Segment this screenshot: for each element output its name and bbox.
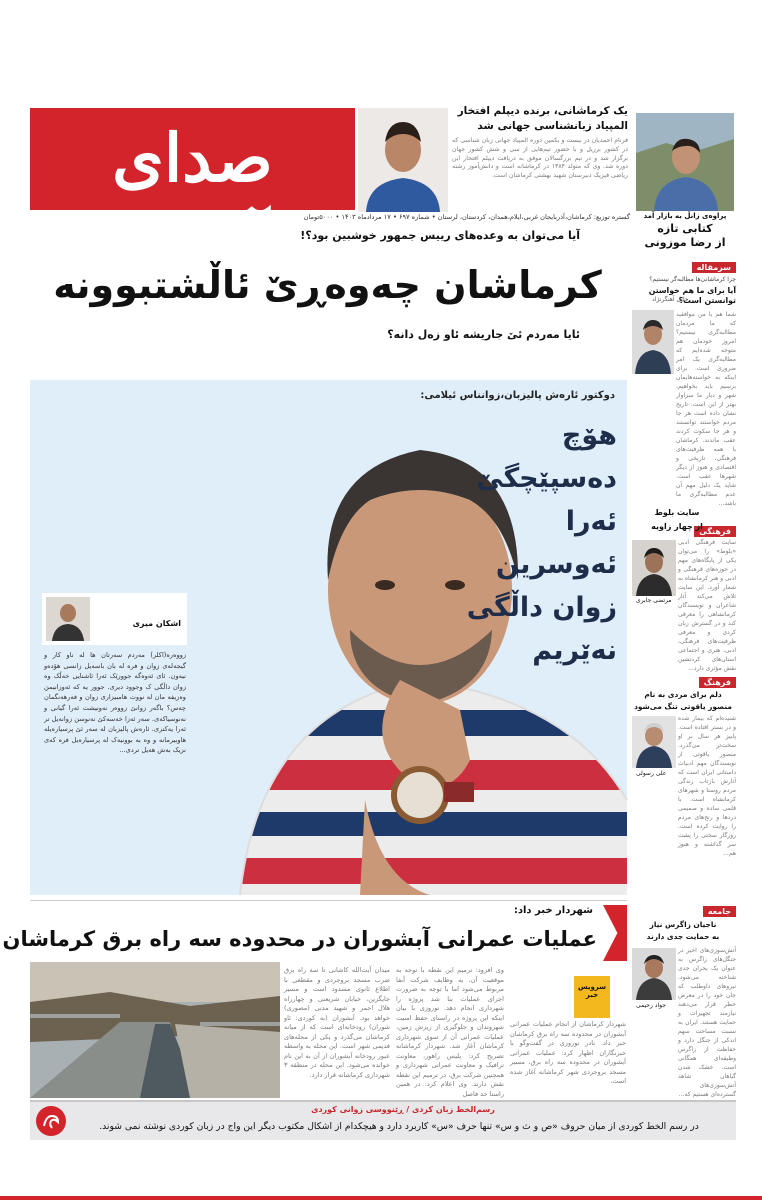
editorial-author: جلیل آهنگرنژاد xyxy=(652,296,689,303)
feature-quote-line-3: زوان داڵگی xyxy=(466,592,617,623)
page-bottom-rule xyxy=(0,1196,762,1200)
editorial-question: چرا کرماشانی‌ها مطالبه‌گر نیستیم؟ xyxy=(649,276,736,283)
headline-sub: ئایا مەردم ئێ جاریشە ئاو زەل دانە؟ xyxy=(387,328,580,341)
top-news xyxy=(452,104,628,207)
tag-editorial: سرمقاله xyxy=(692,262,736,273)
top-news-body: فرنام احمدیان در بیست و یکمین دوره المپیاد جهانی زبان شناسی که در کشور برزیل و با حضور تیم‌هایی از سی و شش کشور جهان برگزار شد و در تیم بزرگسالان موفق به دریافت دیپلم افتخار این دوره شد. وی که متولد ۱۳۸۴ در کرماشانه است و دانش‌آموز رشته ریاضی فیزیک دبیرستان شهید بهشتی کرماشان است. xyxy=(452,137,628,180)
headline-main: کرماشان چەوەڕێ ئاڵشتبوونە xyxy=(53,263,602,307)
top-news-title-2: المپیاد زبانشناسی جهانی شد xyxy=(477,120,628,132)
masthead-logo: صدای آزادی xyxy=(112,119,273,285)
feature-author-box xyxy=(42,593,187,645)
feature-quote xyxy=(457,414,617,672)
feature-quote-line-1: هۆچ دەسپێچگێ xyxy=(476,420,617,494)
bottom-news-col-2: وی افزود: ترمیم این نقطه با توجه به موقعیت آن، به وظایف شرکت آبفا مربوط می‌شود اما با توجه به ضرورت اجرای عملیات بنا شد پروژه را شهرداری انجام دهد. نوروزی با بیان اینکه این پروژه در راستای حفظ امنیت شهروندان و جلوگیری از ریزش زمین، عملیات عمرانی آن از سوی شهرداری کرماشان آغاز شد. شهردار کرماشانه تصریح کرد: پلیس راهور، معاونت ترافیک و معاونت عمرانی شهرداری و همچنین شرکت برق، در ترمیم این نقطه نقش دارند. وی اعلام کرد: در همین راستا حد فاصل xyxy=(396,966,504,1098)
editorial-body: شما هم با من موافقید که ما مردمان مطالبه‌گری نیستیم؟ امروز خودمان هم متوجه شده‌ایم که مطالبه‌گری یک امر ضروری است. برای اینکه به خواسته‌هایمان برسیم باید بخواهیم. شهر و دیار ما سزاوار بهتر از این است. تاریخ نشان داده است هر جا مردم خواستند توانستند و هر جا سکوت کردند عقب ماندند. کرماشان با همه ظرفیت‌های فرهنگی، تاریخی و اقتصادی و هنوز از دیگر شهرها عقب است. شاید یک دلیل مهم آن عدم مطالبه‌گری ما باشد... xyxy=(676,311,736,507)
footer-title: رسم‌الخط زبان کردی / ڕێنووسی زوانی کوردی xyxy=(311,1105,495,1114)
bottom-news-header xyxy=(2,900,627,962)
right-top-caption-3: از رضا موزونی xyxy=(644,236,726,249)
bottom-news-col-1-top xyxy=(510,966,570,1018)
culture2-title-1: دلم برای مردی به نام xyxy=(644,690,722,699)
footer-text: در رسم الخط کوردی از میان حروف «ص و ث و س» تنها حرف «س» کاربرد دارد و هیچکدام از اشکال مکتوب دیگر این واج در زبان کوردی نوشته نمی شوند. xyxy=(99,1121,699,1132)
feature-author-name: اشکان میری xyxy=(132,619,181,628)
bottom-news-col-1: شهردار کرماشان از انجام عملیات عمرانی آبشوران در محدوده سه راه برق کرماشان خبر داد. نادر نوروزی در گفت‌وگو با خبرنگاران اظهار کرد: عملیات عمرانی آبشوران در محدوده سه راه برق، مسیر مسجد بروجردی شهر کرماشانه آغاز شده است. xyxy=(510,1020,626,1085)
tag-society: جامعه xyxy=(703,906,736,917)
bottom-news-badge xyxy=(574,976,610,1018)
bottom-news-arrow xyxy=(603,905,627,961)
bottom-news-title: عملیات عمرانی آبشوران در محدوده سه راه برق کرماشان xyxy=(2,927,597,951)
right-top-caption-1: پراوه‌ی زانڵ به بازار آمد xyxy=(643,212,727,220)
feature-quote-line-4: نەێریم xyxy=(532,635,617,666)
culture-title-2: از چهار زاویه xyxy=(651,522,703,531)
footer-logo xyxy=(36,1106,66,1136)
right-top-photo xyxy=(636,113,734,211)
feature-quote-line-2: ئەرا ئەوسرین xyxy=(495,506,617,580)
culture-author: مرتضی جابری xyxy=(636,597,672,604)
top-news-photo xyxy=(358,108,448,212)
bottom-news-photo xyxy=(30,962,280,1098)
side-column xyxy=(632,258,736,1128)
feature-kicker: دوکتور ئارەش پالیزبان،زوانناس ئیلامی: xyxy=(420,390,615,401)
feature-box xyxy=(30,380,627,895)
culture-title-1: سایت بلوط xyxy=(654,508,700,517)
masthead-info-line: گستره توزیع: کرماشان،آذربایجان غربی،ایلام،همدان، کردستان، لرستان • شماره ۶۹۷ • ۱۷ مردادماه ۱۴۰۳ • ۵۰۰۰تومان xyxy=(303,213,630,221)
feature-author-photo xyxy=(46,597,90,641)
society-title-2: به حمایت جدی دارند xyxy=(646,932,720,941)
society-author: جواد رحیمی xyxy=(636,1002,666,1009)
editorial-title: آیا برای ما هم خواستن توانستن است؟ xyxy=(648,286,736,305)
culture2-title-2: منصور یاقوتی تنگ می‌شود xyxy=(634,702,732,711)
bottom-news-col-3: میدان آیت‌الله کاشانی تا سه راه برق ضرب مسجد بروجردی و مقطعی با اطلاع ثانوی مسدود است و مسیر جایگزین، خیابان شریعتی و چهارراه هلال احمر و شهید مدنی (مصوری) خواهد بود. آبشوران (به کوردی: ئاو شوران) رودخانه‌ای است که از میانه کرماشان می‌گذرد و یکی از محله‌های قدیمی شهر است. این محله به واسطه عبور رودخانه آبشوران از آن به این نام خوانده می‌شود. این محله در منطقه ۳ شهرداری کرماشانه قرار دارد. xyxy=(284,966,390,1079)
tag-culture-2: فرهنگ xyxy=(699,677,736,688)
society-body: آتش‌سوزی‌های اخیر در جنگل‌های زاگرس به عنوان یک بحران جدی شناخته می‌شود. نیروهای داوطلب که جان خود را در معرض خطر قرار می‌دهند نیازمند تجهیزات و حمایت هستند. ایران به نسبت مساحت سهم اندکی از جنگل دارد و حفاظت از زاگرس وظیفه‌ای همگانی است. خشک شدن گیاهان شاهد آتش‌سوزی‌های گسترده‌ای هستیم که... xyxy=(678,947,736,1098)
culture2-author: علی رسولی xyxy=(636,770,667,777)
footer-bar xyxy=(30,1100,736,1140)
bottom-news-badge-2: خبر xyxy=(585,991,599,999)
culture2-body: شنیده‌ام که بیمار شده و در بستر افتاده است. پاییز هر سال بر او سخت‌تر می‌گذرد. منصور یاقوتی از نویسندگان مهم ادبیات داستانی ایران است که آثارش بازتاب زندگی مردم روستا و شهرهای کرمانشاه است. با قلمی ساده و صمیمی دردها و رنج‌های مردم را روایت کرده است. روزگار سختی را پشت سر گذاشته و هنوز هم... xyxy=(678,715,736,857)
feature-body: زووەرە(اکلر) مەردم سەرتان ها لە ناو کار و گیجەلەی زوان و فرە لە بان باسەیل زانسی هۆدەو نیەون. ئای ئەوەگە جوورێک ئەرا ئاشنایی خەڵک وە زوان داڵگی ک وجوود دیری. جوور یە کە ئەوزانیمن وەزیفە مان لە نووت هامبیزاری زوان و فەرهەنگمان چەس؟ باگەر زوانێ زووەر نەونیشت ئەرا گیانی و نەنوسیاکەی. سەر ئەزا خەسەکێ نەنوسن زوانەیل تر ئەرا یەکتری. ئارەش پالیزبان لە سەر ئێ پرسیارەیلە هاوبیرمانە و وە بە بوونیەک لە پرسیارەیل فرە کەی نزیک بەش هەیل تردی... xyxy=(44,651,186,755)
society-title-1: ناجیان زاگرس نیاز xyxy=(649,920,717,929)
masthead-logo-box xyxy=(30,108,355,285)
right-top-caption xyxy=(634,211,736,250)
top-news-title-1: یک کرماشانی، برنده دیپلم افتخار xyxy=(457,105,628,117)
right-top-caption-2: کتابی تازه xyxy=(657,222,713,235)
headline-kicker: آیا می‌توان به وعده‌های رییس جمهور خوشبین بود؟! xyxy=(300,229,580,242)
culture-body: سایت فرهنگی ادبی «بلوط» را می‌توان یکی از پایگاه‌های مهم در حوزه‌های فرهنگی و ادبی و هنر کرمانشاه به شمار آورد. این سایت تلاش می‌کند آثار شاعران و نویسندگان کرمانشاهی را معرفی کند و در گسترش زبان کردی و معرفی ظرفیت‌های فرهنگی، ادبی، هنری و اجتماعی استان‌های کردنشین نقش مؤثری دارد... xyxy=(678,539,736,672)
bottom-news-kicker: شهردار خبر داد: xyxy=(513,905,593,916)
tag-culture: فرهنگی xyxy=(694,526,736,537)
bottom-news-badge-1: سرویس xyxy=(577,983,607,991)
